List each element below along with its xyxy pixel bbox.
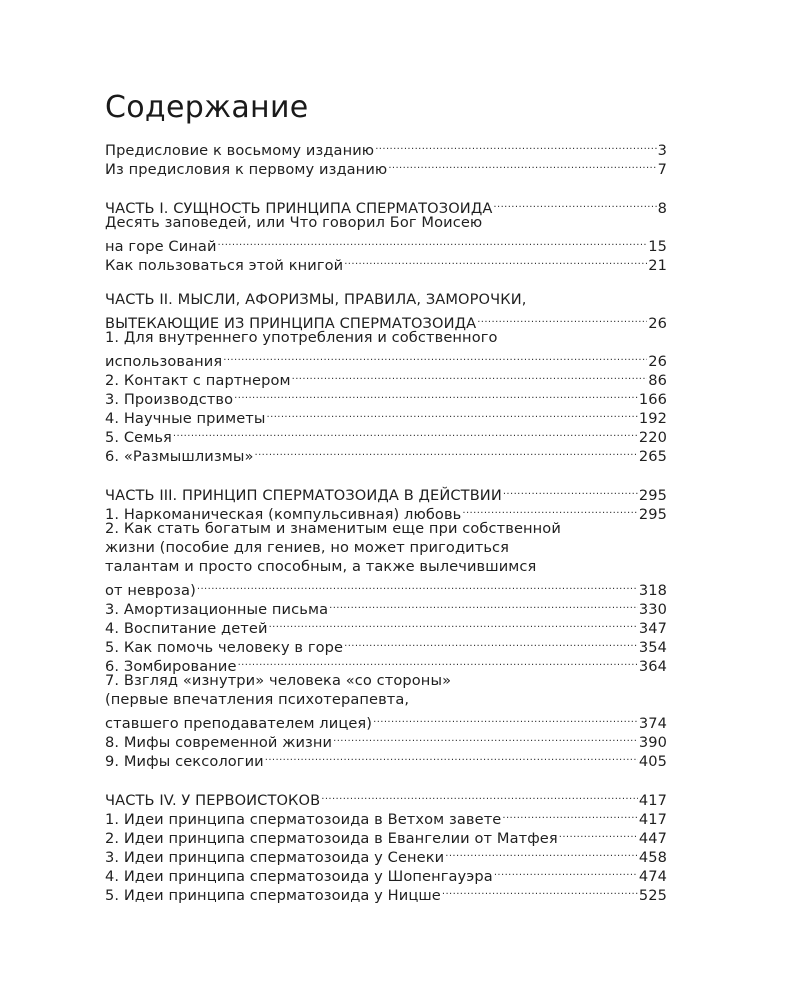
toc-entry-title: использования: [105, 353, 223, 370]
dot-leader: [503, 481, 638, 500]
toc-entry[interactable]: [105, 136, 667, 159]
page-number: 8: [657, 200, 667, 217]
toc-entry[interactable]: [105, 290, 667, 332]
dot-leader: [445, 843, 638, 862]
toc-entry-title: 8. Мифы современной жизни: [105, 734, 333, 751]
page-number: 86: [648, 372, 667, 389]
toc-entry-row: [105, 347, 667, 370]
toc-entry-title: 4. Научные приметы: [105, 410, 266, 427]
toc-entry-title: на горе Синай: [105, 238, 217, 255]
page-number: 192: [638, 410, 667, 427]
toc-entry-title: 4. Воспитание детей: [105, 620, 268, 637]
dot-leader: [218, 232, 648, 251]
toc-entry-title: 6. Зомбирование: [105, 658, 237, 675]
page-number: 347: [638, 620, 667, 637]
dot-leader: [494, 862, 638, 881]
toc-entry-row: [105, 136, 667, 159]
page-number: 318: [638, 582, 667, 599]
toc-entry-title: 6. «Размышлизмы»: [105, 448, 254, 465]
dot-leader: [477, 309, 647, 328]
page-title: Содержание: [105, 90, 309, 125]
page-number: 26: [648, 315, 667, 332]
dot-leader: [388, 155, 656, 174]
page-number: 417: [638, 792, 667, 809]
dot-leader: [502, 805, 637, 824]
dot-leader: [292, 366, 648, 385]
dot-leader: [493, 194, 656, 213]
toc-section: [105, 194, 667, 274]
toc-entry-title: 9. Мифы сексологии: [105, 753, 264, 770]
toc-section: [105, 136, 667, 178]
page-number: 330: [638, 601, 667, 618]
toc-entry[interactable]: [105, 786, 667, 809]
toc-entry-row: [105, 423, 667, 446]
toc-entry-title: 2. Контакт с партнером: [105, 372, 291, 389]
toc-entry-row: [105, 194, 667, 217]
toc-entry-row: [105, 786, 667, 809]
dot-leader: [321, 786, 638, 805]
toc-entry-line: 7. Взгляд «изнутри» человека «со стороны»: [105, 672, 452, 689]
toc-entry[interactable]: [105, 442, 667, 465]
toc-entry[interactable]: [105, 423, 667, 446]
page-number: 374: [638, 715, 667, 732]
toc-entry-title: 3. Идеи принципа сперматозоида у Сенеки: [105, 849, 445, 866]
table-of-contents: [105, 136, 667, 904]
toc-entry-row: [105, 442, 667, 465]
toc-entry-row: [105, 709, 667, 732]
dot-leader: [238, 652, 638, 671]
toc-entry[interactable]: [105, 194, 667, 217]
toc-entry-title: Предисловие к восьмому изданию: [105, 142, 375, 159]
toc-entry-title: 1. Идеи принципа сперматозоида в Ветхом завете: [105, 811, 502, 828]
page-number: 265: [638, 448, 667, 465]
page-number: 3: [657, 142, 667, 159]
toc-entry-line: (первые впечатления психотерапевта,: [105, 691, 410, 708]
toc-entry-row: [105, 232, 667, 255]
page-number: 354: [638, 639, 667, 656]
page-number: 458: [638, 849, 667, 866]
dot-leader: [375, 136, 656, 155]
dot-leader: [223, 347, 647, 366]
dot-leader: [333, 728, 638, 747]
page-number: 447: [638, 830, 667, 847]
toc-entry-title: Из предисловия к первому изданию: [105, 161, 388, 178]
dot-leader: [265, 747, 638, 766]
page-number: 390: [638, 734, 667, 751]
dot-leader: [373, 709, 638, 728]
dot-leader: [173, 423, 638, 442]
dot-leader: [255, 442, 638, 461]
toc-entry-title: ЧАСТЬ III. ПРИНЦИП СПЕРМАТОЗОИДА В ДЕЙСТВИИ: [105, 487, 502, 504]
toc-entry-title: от невроза): [105, 582, 196, 599]
toc-section: [105, 290, 667, 465]
page-number: 525: [638, 887, 667, 904]
toc-entry-title: 3. Производство: [105, 391, 234, 408]
toc-entry[interactable]: [105, 481, 667, 504]
toc-page: [105, 88, 667, 920]
toc-entry-line: 2. Как стать богатым и знаменитым еще при собственной: [105, 520, 561, 537]
dot-leader: [269, 614, 638, 633]
toc-entry[interactable]: [105, 213, 667, 255]
toc-entry-line: 1. Для внутреннего употребления и собственного: [105, 329, 498, 346]
dot-leader: [197, 576, 638, 595]
page-number: 15: [648, 238, 667, 255]
toc-entry-line: Десять заповедей, или Что говорил Бог Моисею: [105, 214, 483, 231]
toc-entry[interactable]: [105, 328, 667, 370]
toc-entry-title: ЧАСТЬ I. СУЩНОСТЬ ПРИНЦИПА СПЕРМАТОЗОИДА: [105, 200, 493, 217]
toc-entry[interactable]: [105, 519, 667, 599]
toc-entry-title: 3. Амортизационные письма: [105, 601, 329, 618]
page-number: 166: [638, 391, 667, 408]
page-number: 26: [648, 353, 667, 370]
toc-entry-title: Как пользоваться этой книгой: [105, 257, 344, 274]
dot-leader: [329, 595, 638, 614]
toc-entry-row: [105, 576, 667, 599]
page-number: 417: [638, 811, 667, 828]
toc-entry-line: талантам и просто способным, а также вылечившимся: [105, 558, 537, 575]
page-number: 474: [638, 868, 667, 885]
toc-entry-title: 1. Наркоманическая (компульсивная) любовь: [105, 506, 462, 523]
dot-leader: [234, 385, 638, 404]
toc-entry-title: ВЫТЕКАЮЩИЕ ИЗ ПРИНЦИПА СПЕРМАТОЗОИДА: [105, 315, 477, 332]
toc-entry-title: 5. Семья: [105, 429, 172, 446]
toc-entry[interactable]: [105, 671, 667, 732]
toc-entry-title: 5. Как помочь человеку в горе: [105, 639, 344, 656]
dot-leader: [344, 633, 638, 652]
dot-leader: [344, 251, 647, 270]
dot-leader: [462, 500, 637, 519]
page-number: 295: [638, 506, 667, 523]
toc-section: [105, 786, 667, 904]
page-number: 7: [657, 161, 667, 178]
toc-entry-title: ЧАСТЬ IV. У ПЕРВОИСТОКОВ: [105, 792, 321, 809]
toc-entry-row: [105, 481, 667, 504]
toc-entry-title: 5. Идеи принципа сперматозоида у Ницше: [105, 887, 441, 904]
toc-section: [105, 481, 667, 770]
toc-entry-line: ЧАСТЬ II. МЫСЛИ, АФОРИЗМЫ, ПРАВИЛА, ЗАМОРОЧКИ,: [105, 291, 527, 308]
dot-leader: [442, 881, 638, 900]
toc-entry-title: ставшего преподавателем лицея): [105, 715, 373, 732]
toc-entry-title: 4. Идеи принципа сперматозоида у Шопенгауэра: [105, 868, 493, 885]
toc-entry-title: 2. Идеи принципа сперматозоида в Евангелии от Матфея: [105, 830, 558, 847]
page-number: 405: [638, 753, 667, 770]
toc-entry-line: жизни (пособие для гениев, но может пригодиться: [105, 539, 510, 556]
page-number: 21: [648, 257, 667, 274]
toc-entry-row: [105, 309, 667, 332]
dot-leader: [559, 824, 638, 843]
page-number: 220: [638, 429, 667, 446]
page-number: 295: [638, 487, 667, 504]
page-number: 364: [638, 658, 667, 675]
dot-leader: [267, 404, 638, 423]
